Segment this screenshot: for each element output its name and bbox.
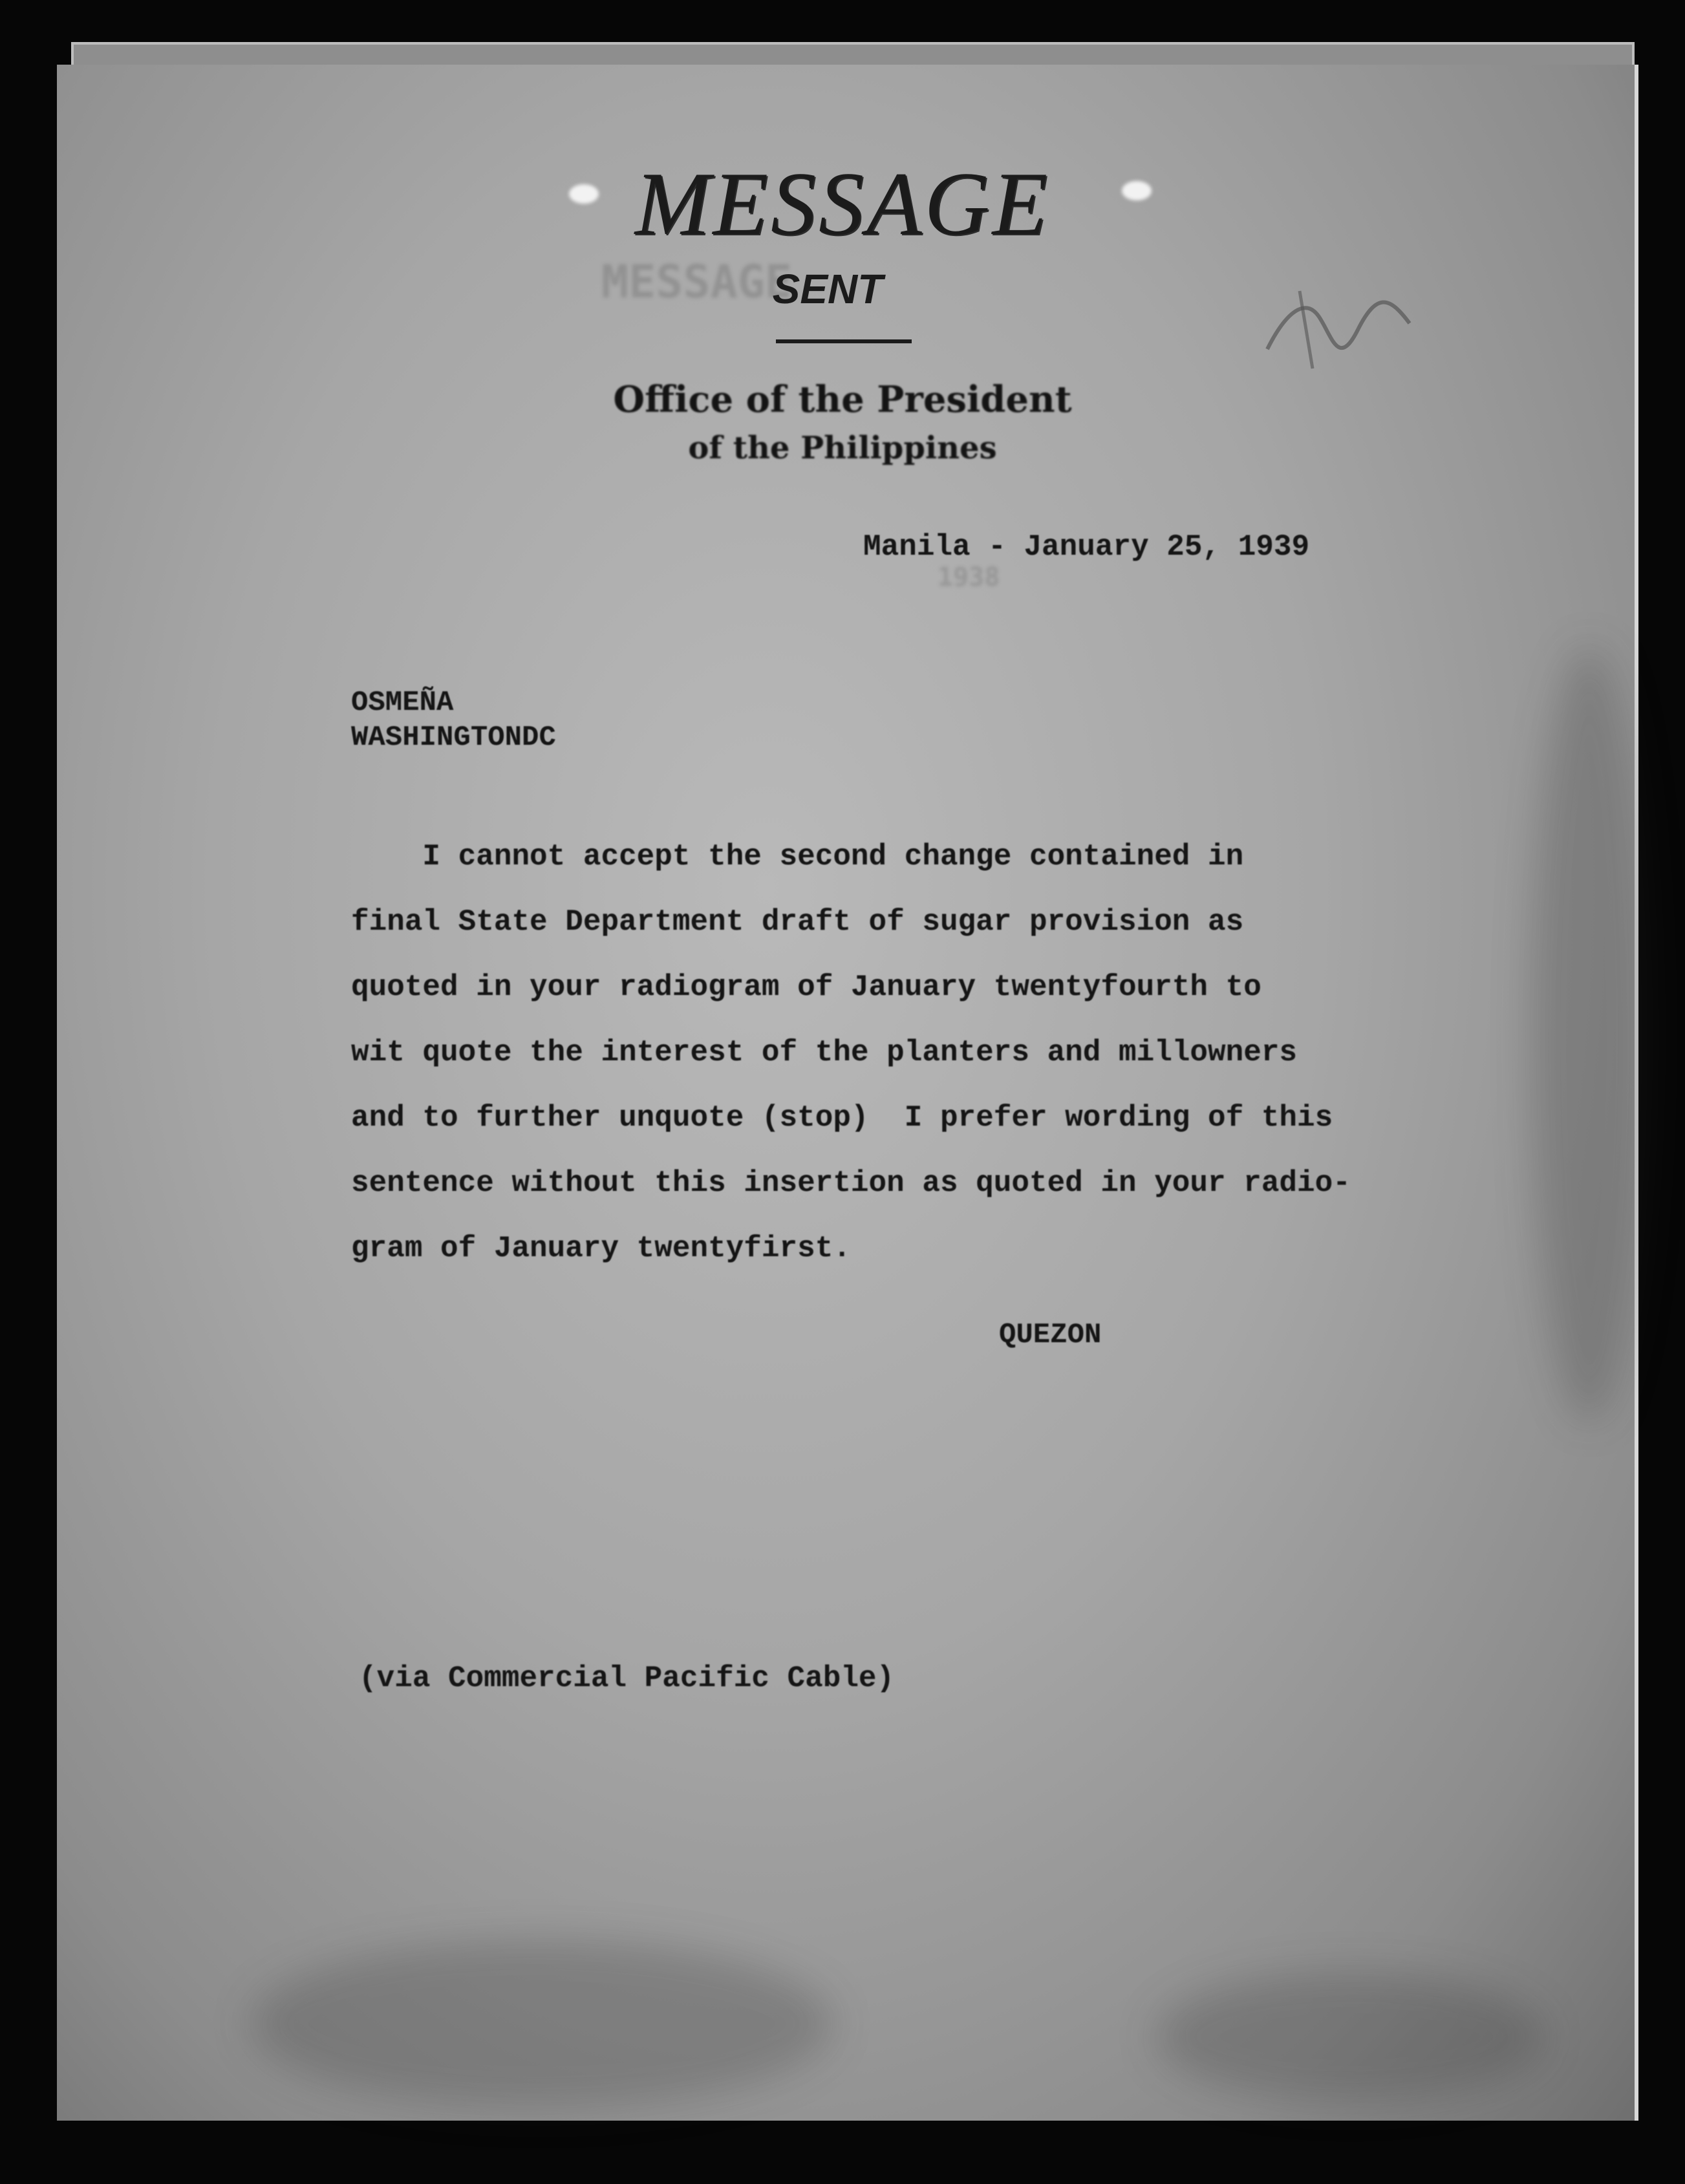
handwritten-mark bbox=[1261, 272, 1429, 388]
message-body bbox=[351, 824, 1351, 1281]
office-title: Office of the President bbox=[613, 378, 1072, 421]
bleed-through-date: 1938 bbox=[938, 562, 1000, 592]
body-line: quoted in your radiogram of January twentyfourth to bbox=[351, 970, 1261, 1004]
body-line: wit quote the interest of the planters and millowners bbox=[351, 1036, 1298, 1069]
message-title: MESSAGE bbox=[634, 154, 1051, 254]
bleed-through-text: MESSAGE bbox=[601, 255, 793, 308]
office-subtitle: of the Philippines bbox=[688, 430, 997, 466]
bottom-right-stain bbox=[1156, 1972, 1544, 2101]
addressee-name: OSMEÑA bbox=[351, 687, 454, 719]
signature: QUEZON bbox=[999, 1319, 1102, 1351]
body-line: gram of January twentyfirst. bbox=[351, 1232, 851, 1265]
bottom-stain bbox=[251, 1940, 833, 2108]
body-line: final State Department draft of sugar provision as bbox=[351, 905, 1244, 939]
dateline: Manila - January 25, 1939 bbox=[863, 530, 1310, 564]
body-line: sentence without this insertion as quoted in your radio- bbox=[351, 1166, 1351, 1200]
header-divider bbox=[776, 339, 912, 343]
addressee-location: WASHINGTONDC bbox=[351, 722, 556, 754]
body-line: and to further unquote (stop) I prefer wording of this bbox=[351, 1101, 1333, 1135]
body-line: I cannot accept the second change contained in bbox=[351, 840, 1244, 873]
sent-label: SENT bbox=[772, 266, 883, 312]
addressee-block bbox=[351, 685, 556, 755]
transmission-note: (via Commercial Pacific Cable) bbox=[359, 1662, 895, 1695]
edge-stain bbox=[1531, 647, 1647, 1422]
